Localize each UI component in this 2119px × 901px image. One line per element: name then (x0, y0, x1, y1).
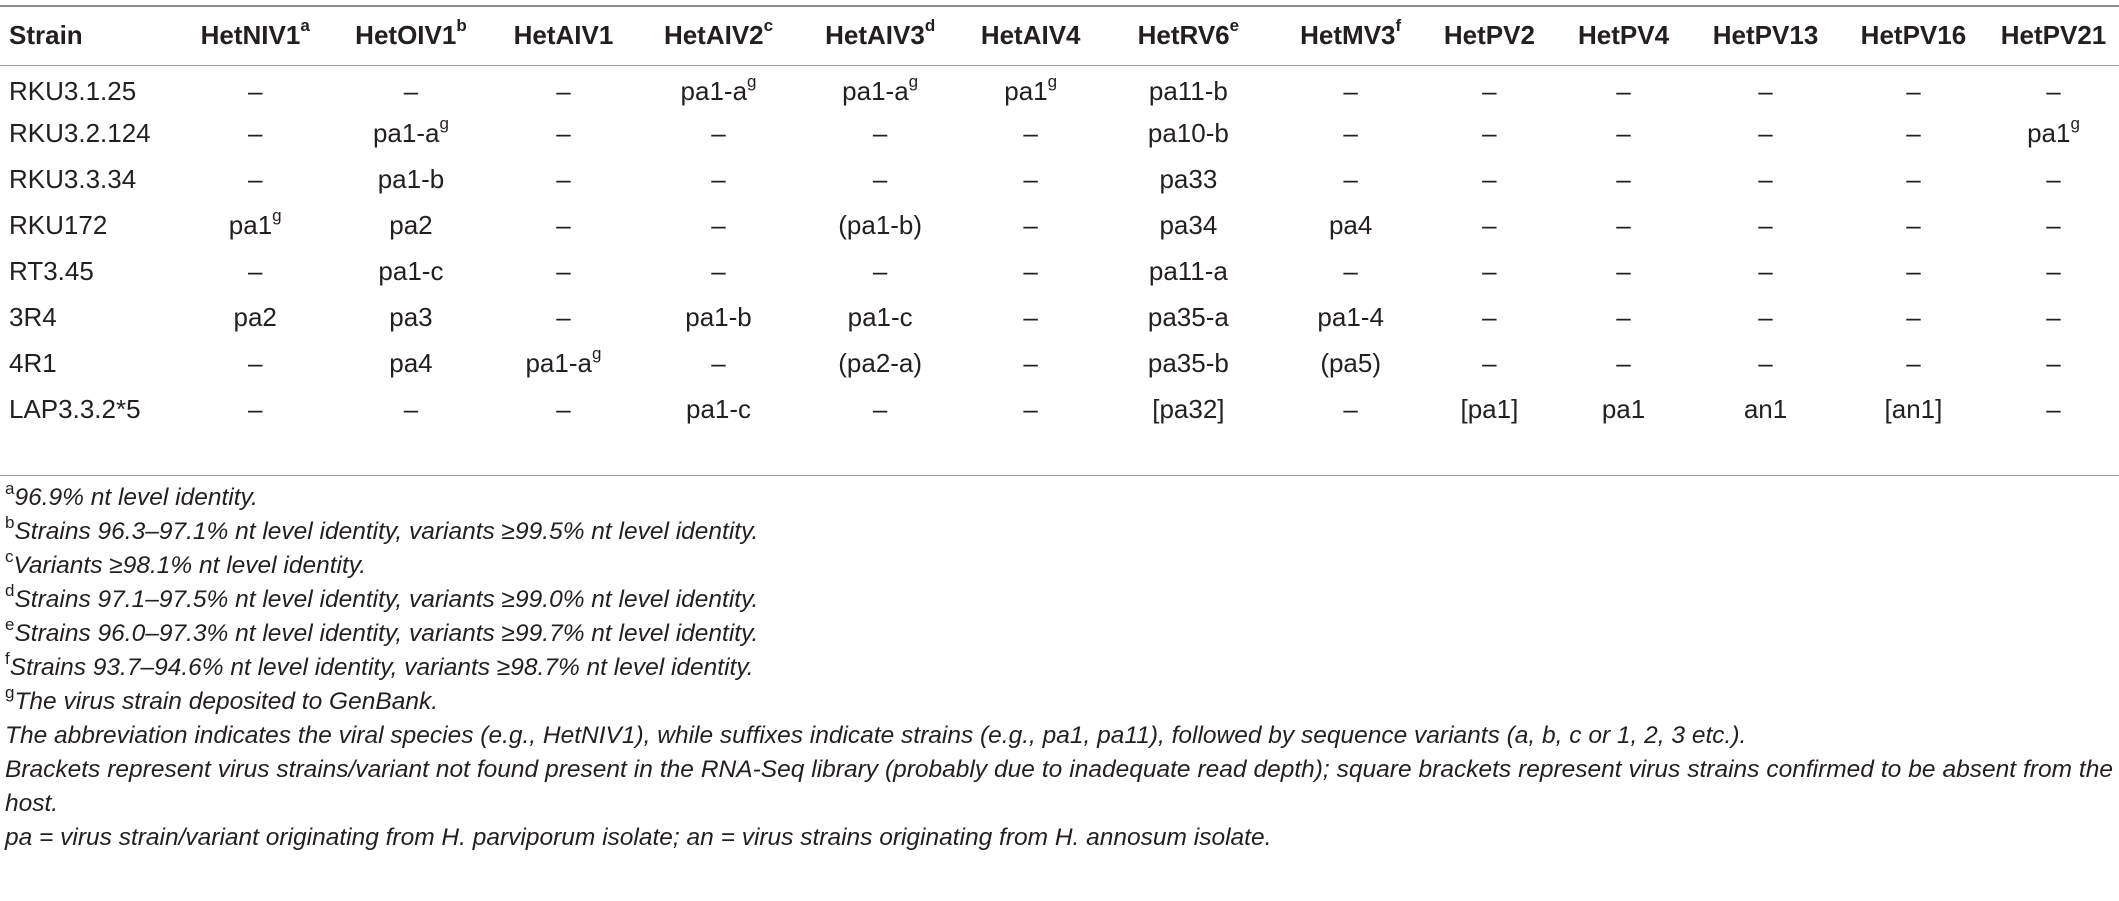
footnote (5, 753, 2113, 821)
footnote-marker: f (5, 648, 10, 668)
cell-value: – (711, 210, 726, 241)
column-header (1555, 7, 1692, 65)
footnote-text: Strains 93.7–94.6% nt level identity, variants ≥98.7% nt level identity. (9, 654, 754, 681)
table-cell (1692, 249, 1839, 295)
table-cell (962, 295, 1099, 341)
table-cell (798, 65, 962, 111)
table-cell (1988, 341, 2119, 387)
cell-value: [pa32] (1152, 394, 1225, 425)
table-cell (962, 203, 1099, 249)
cell-value: pa35-a (1147, 302, 1229, 333)
cell-value: – (247, 348, 263, 379)
table-cell (1555, 111, 1692, 157)
footnote-text: pa = virus strain/variant originating from H. parviporum isolate; an = virus strains originating from H. annosum isolate. (5, 824, 1272, 851)
cell-value: – (711, 164, 726, 195)
cell-value: pa4 (1328, 210, 1373, 241)
table-cell (962, 249, 1099, 295)
table-cell (962, 387, 1099, 433)
cell-value: pa10-b (1147, 118, 1229, 149)
table-cell (1988, 295, 2119, 341)
cell-value: pa33 (1159, 164, 1218, 195)
table-cell (1099, 341, 1277, 387)
table-cell (488, 157, 639, 203)
footnote-text: The virus strain deposited to GenBank. (14, 688, 439, 715)
table-cell (1692, 111, 1839, 157)
footnote (5, 614, 2113, 651)
cell-value: – (1023, 302, 1038, 333)
table-cell (1988, 65, 2119, 111)
cell-value: – (1023, 394, 1038, 425)
table-cell (1424, 65, 1555, 111)
table-cell (488, 387, 639, 433)
table-cell (798, 111, 962, 157)
table-cell (488, 111, 639, 157)
column-header (798, 7, 962, 65)
footnote (5, 512, 2113, 549)
table-row (0, 341, 2119, 387)
cell-value: – (403, 76, 419, 107)
column-header-label: HetPV13 (1712, 20, 1819, 51)
footnote-marker: a (300, 16, 310, 36)
footnote (5, 546, 2113, 583)
table-cell (1099, 111, 1277, 157)
table-cell (177, 341, 334, 387)
column-header (1839, 7, 1988, 65)
table-cell (334, 341, 488, 387)
cell-value: – (247, 118, 263, 149)
column-header-label: HetRV6 (1137, 20, 1230, 51)
table-cell (1424, 203, 1555, 249)
table-cell (488, 203, 639, 249)
table-cell (1988, 203, 2119, 249)
cell-value: – (1023, 210, 1038, 241)
cell-value: – (247, 164, 263, 195)
table-cell (962, 341, 1099, 387)
column-header-label: HetPV16 (1860, 20, 1967, 51)
cell-value: – (1343, 394, 1358, 425)
table-cell (334, 157, 488, 203)
footnote-marker: f (1395, 16, 1402, 36)
cell-value: – (1343, 164, 1358, 195)
strain-cell: RKU3.3.34 (9, 164, 137, 195)
cell-value: – (556, 76, 571, 107)
table-cell (1988, 387, 2119, 433)
table-cell (177, 387, 334, 433)
footnote (5, 648, 2113, 685)
cell-value: – (1906, 256, 1921, 287)
table-cell (177, 295, 334, 341)
table-cell (798, 387, 962, 433)
table-footnotes (5, 478, 2113, 855)
table-cell (1424, 249, 1555, 295)
cell-value: – (1482, 348, 1497, 379)
column-header-label: HetAIV4 (980, 20, 1081, 51)
table-cell (639, 65, 799, 111)
strain-cell: RKU3.2.124 (9, 118, 151, 149)
table-cell (177, 111, 334, 157)
column-header (1424, 7, 1555, 65)
table-cell (1692, 65, 1839, 111)
cell-value: pa1-a (372, 118, 440, 149)
table-cell (334, 387, 488, 433)
table-cell (334, 111, 488, 157)
strain-cell: 3R4 (9, 302, 57, 333)
table-cell (1988, 157, 2119, 203)
cell-value: pa2 (389, 210, 433, 241)
cell-value: – (1906, 210, 1921, 241)
table-row (0, 387, 2119, 433)
table-cell (488, 341, 639, 387)
cell-value: – (872, 394, 888, 425)
cell-value: pa11-b (1148, 76, 1228, 107)
cell-value: – (1482, 118, 1497, 149)
cell-value: – (1343, 118, 1358, 149)
column-header (177, 7, 334, 65)
cell-value: pa1 (1004, 76, 1048, 107)
footnote-marker: g (908, 72, 919, 92)
table-cell (334, 65, 488, 111)
cell-value: – (2046, 394, 2061, 425)
table-cell (1555, 295, 1692, 341)
cell-value: – (1616, 76, 1631, 107)
cell-value: – (1758, 302, 1773, 333)
table-cell (1692, 157, 1839, 203)
cell-value: pa1 (2027, 118, 2071, 149)
cell-value: – (556, 256, 571, 287)
footnote-marker: c (763, 16, 774, 36)
cell-value: – (1906, 76, 1921, 107)
cell-value: – (1482, 76, 1497, 107)
footnote-marker: d (924, 16, 936, 36)
cell-value: (pa1-b) (838, 210, 923, 241)
table-cell (334, 295, 488, 341)
footnote (5, 580, 2113, 617)
table-cell (1277, 65, 1424, 111)
strain-cell: RKU3.1.25 (9, 76, 137, 107)
cell-value: – (1482, 210, 1497, 241)
table-cell (1555, 249, 1692, 295)
footnote-marker: c (5, 546, 14, 566)
cell-value: – (556, 210, 571, 241)
table-cell (639, 157, 799, 203)
table-cell (639, 249, 799, 295)
column-header-label: HetPV21 (2000, 20, 2107, 51)
column-header (962, 7, 1099, 65)
table-cell (1988, 249, 2119, 295)
table-cell (488, 295, 639, 341)
footnote-text: 96.9% nt level identity. (14, 484, 258, 511)
cell-value: – (247, 76, 263, 107)
table-cell (639, 295, 799, 341)
table-row (0, 65, 2119, 111)
strain-cell: 4R1 (9, 348, 57, 379)
cell-value: [an1] (1884, 394, 1943, 425)
footnote-text: Variants ≥98.1% nt level identity. (13, 552, 367, 579)
table-cell (962, 65, 1099, 111)
table-bottom-rule (0, 475, 2119, 476)
cell-value: pa34 (1159, 210, 1218, 241)
table-cell (177, 249, 334, 295)
table-cell (1099, 65, 1277, 111)
table-cell (798, 157, 962, 203)
cell-value: pa3 (389, 302, 433, 333)
column-header (1692, 7, 1839, 65)
cell-value: [pa1] (1460, 394, 1519, 425)
table-cell (488, 249, 639, 295)
footnote-marker: a (5, 478, 15, 498)
column-header-label: HetOIV1 (355, 20, 457, 51)
table-cell (334, 249, 488, 295)
table-cell (1839, 203, 1988, 249)
table-cell (798, 341, 962, 387)
cell-value: – (247, 394, 263, 425)
column-header-label: HetAIV3 (825, 20, 925, 51)
cell-value: pa11-a (1148, 256, 1228, 287)
cell-value: – (872, 164, 888, 195)
footnote-marker: g (439, 114, 449, 134)
cell-value: – (1616, 118, 1631, 149)
cell-value: pa1-b (377, 164, 445, 195)
table-cell (1277, 111, 1424, 157)
table-cell (1988, 111, 2119, 157)
cell-value: – (1758, 118, 1773, 149)
strain-cell: LAP3.3.2*5 (9, 394, 141, 425)
strain-cell: RKU172 (9, 210, 108, 241)
table-row (0, 157, 2119, 203)
cell-value: – (1906, 348, 1921, 379)
cell-value: – (1023, 256, 1038, 287)
table-cell (1839, 341, 1988, 387)
table-cell (639, 203, 799, 249)
cell-value: an1 (1743, 394, 1788, 425)
footnote-marker: g (272, 206, 282, 226)
footnote (5, 719, 2113, 753)
cell-value: – (872, 118, 888, 149)
footnote-text: Strains 97.1–97.5% nt level identity, variants ≥99.0% nt level identity. (14, 586, 759, 613)
footnote-marker: g (5, 682, 15, 702)
table-cell (1839, 111, 1988, 157)
table-cell (1277, 249, 1424, 295)
table-cell (1277, 387, 1424, 433)
column-header (334, 7, 488, 65)
cell-value: – (247, 256, 263, 287)
cell-value: pa1-c (847, 302, 913, 333)
cell-value: – (711, 348, 726, 379)
column-header-label: HetMV3 (1300, 20, 1396, 51)
table-cell (177, 157, 334, 203)
footnote (5, 478, 2113, 515)
cell-value: pa1-c (378, 256, 444, 287)
footnote-text: Brackets represent virus strains/variant not found present in the RNA-Seq library (probably due to inadequate read depth); square brackets represent virus strains confirmed to be absent from the host. (5, 756, 2113, 817)
cell-value: – (1616, 348, 1631, 379)
table-cell (1424, 295, 1555, 341)
cell-value: pa2 (233, 302, 277, 333)
cell-value: – (2046, 256, 2061, 287)
cell-value: – (1906, 302, 1921, 333)
table-cell (1099, 295, 1277, 341)
table-cell (1277, 295, 1424, 341)
cell-value: – (556, 118, 571, 149)
footnote-marker: e (1229, 16, 1240, 36)
cell-value: – (1482, 164, 1497, 195)
table-cell (1692, 295, 1839, 341)
table-row (0, 295, 2119, 341)
footnote-marker: g (591, 344, 602, 364)
cell-value: – (1758, 76, 1773, 107)
cell-value: – (403, 394, 419, 425)
cell-value: (pa5) (1320, 348, 1382, 379)
footnote-text: The abbreviation indicates the viral species (e.g., HetNIV1), while suffixes indicate strains (e.g., pa1, pa11), followed by sequence variants (a, b, c or 1, 2, 3 etc.). (5, 722, 1747, 749)
table-cell (1424, 387, 1555, 433)
footnote-text: Strains 96.0–97.3% nt level identity, variants ≥99.7% nt level identity. (14, 620, 759, 647)
column-header (1277, 7, 1424, 65)
table-cell (1099, 249, 1277, 295)
table-cell (1555, 203, 1692, 249)
table-body (0, 65, 2119, 433)
cell-value: pa1-4 (1317, 302, 1384, 333)
cell-value: – (1023, 118, 1038, 149)
table-cell (1555, 387, 1692, 433)
column-header-label: HetAIV2 (663, 20, 764, 51)
cell-value: – (1616, 302, 1631, 333)
cell-value: pa1 (228, 210, 273, 241)
cell-value: (pa2-a) (838, 348, 923, 379)
cell-value: pa1-c (686, 394, 752, 425)
cell-value: – (2046, 302, 2061, 333)
footnote-marker: g (2070, 114, 2080, 134)
cell-value: – (2046, 164, 2061, 195)
cell-value: – (556, 394, 571, 425)
footnote (5, 682, 2113, 719)
cell-value: – (711, 256, 726, 287)
table-cell (798, 295, 962, 341)
table-cell (1692, 341, 1839, 387)
cell-value: – (1616, 164, 1631, 195)
cell-value: – (1906, 164, 1921, 195)
table-cell (962, 111, 1099, 157)
table-cell (1099, 203, 1277, 249)
cell-value: – (872, 256, 888, 287)
footnote (5, 821, 2113, 855)
table-cell (1424, 111, 1555, 157)
table-cell (334, 203, 488, 249)
table-cell (1555, 157, 1692, 203)
table-cell (639, 341, 799, 387)
column-header (488, 7, 639, 65)
table-cell (1099, 387, 1277, 433)
column-header (1988, 7, 2119, 65)
footnote-text: Strains 96.3–97.1% nt level identity, variants ≥99.5% nt level identity. (14, 518, 759, 545)
cell-value: pa1-a (525, 348, 592, 379)
column-header-strain (0, 7, 177, 65)
cell-value: – (1023, 164, 1038, 195)
footnote-marker: g (1047, 72, 1058, 92)
footnote-marker: b (5, 512, 15, 532)
cell-value: – (1343, 76, 1358, 107)
footnote-marker: d (5, 580, 15, 600)
cell-value: – (1616, 210, 1631, 241)
table-cell (1099, 157, 1277, 203)
virus-strain-table (0, 7, 2119, 433)
cell-value: – (1758, 348, 1773, 379)
column-header (1099, 7, 1277, 65)
table-row (0, 249, 2119, 295)
column-header-label: HetNIV1 (200, 20, 301, 51)
table-cell (1839, 387, 1988, 433)
table-cell (1277, 203, 1424, 249)
footnote-marker: e (5, 614, 15, 634)
table-cell (962, 157, 1099, 203)
table-row (0, 203, 2119, 249)
cell-value: pa1-a (680, 76, 748, 107)
table-cell (1277, 157, 1424, 203)
table-cell (1555, 65, 1692, 111)
table-cell (1424, 341, 1555, 387)
cell-value: – (2046, 348, 2061, 379)
table-cell (639, 111, 799, 157)
table-cell (798, 249, 962, 295)
column-header-label: HetPV2 (1443, 20, 1535, 51)
cell-value: – (1616, 256, 1631, 287)
cell-value: – (1758, 164, 1773, 195)
column-header-label: HetAIV1 (513, 20, 614, 51)
cell-value: – (1023, 348, 1038, 379)
table-cell (177, 203, 334, 249)
cell-value: – (1758, 210, 1773, 241)
cell-value: pa1-a (842, 76, 909, 107)
column-header-label: Strain (9, 20, 83, 51)
cell-value: pa4 (389, 348, 433, 379)
table-cell (1692, 387, 1839, 433)
cell-value: – (1343, 256, 1358, 287)
cell-value: – (1482, 256, 1497, 287)
cell-value: – (1482, 302, 1497, 333)
table-cell (1555, 341, 1692, 387)
table-cell (1692, 203, 1839, 249)
footnote-marker: g (747, 72, 757, 92)
table-cell (1277, 341, 1424, 387)
table-cell (1839, 65, 1988, 111)
cell-value: – (2046, 210, 2061, 241)
table-cell (798, 203, 962, 249)
cell-value: – (556, 164, 571, 195)
cell-value: pa35-b (1147, 348, 1229, 379)
column-header (639, 7, 799, 65)
strain-cell: RT3.45 (9, 256, 94, 287)
table-cell (488, 65, 639, 111)
table-row (0, 111, 2119, 157)
table-cell (1424, 157, 1555, 203)
footnote-marker: b (456, 16, 467, 36)
cell-value: – (2046, 76, 2061, 107)
header-row (0, 7, 2119, 65)
table-cell (1839, 157, 1988, 203)
table-cell (1839, 295, 1988, 341)
cell-value: – (1906, 118, 1921, 149)
cell-value: – (1758, 256, 1773, 287)
table-cell (1839, 249, 1988, 295)
cell-value: pa1-b (685, 302, 752, 333)
table-cell (177, 65, 334, 111)
cell-value: pa1 (1601, 394, 1646, 425)
table-cell (639, 387, 799, 433)
column-header-label: HetPV4 (1578, 20, 1670, 51)
cell-value: – (556, 302, 571, 333)
cell-value: – (711, 118, 726, 149)
